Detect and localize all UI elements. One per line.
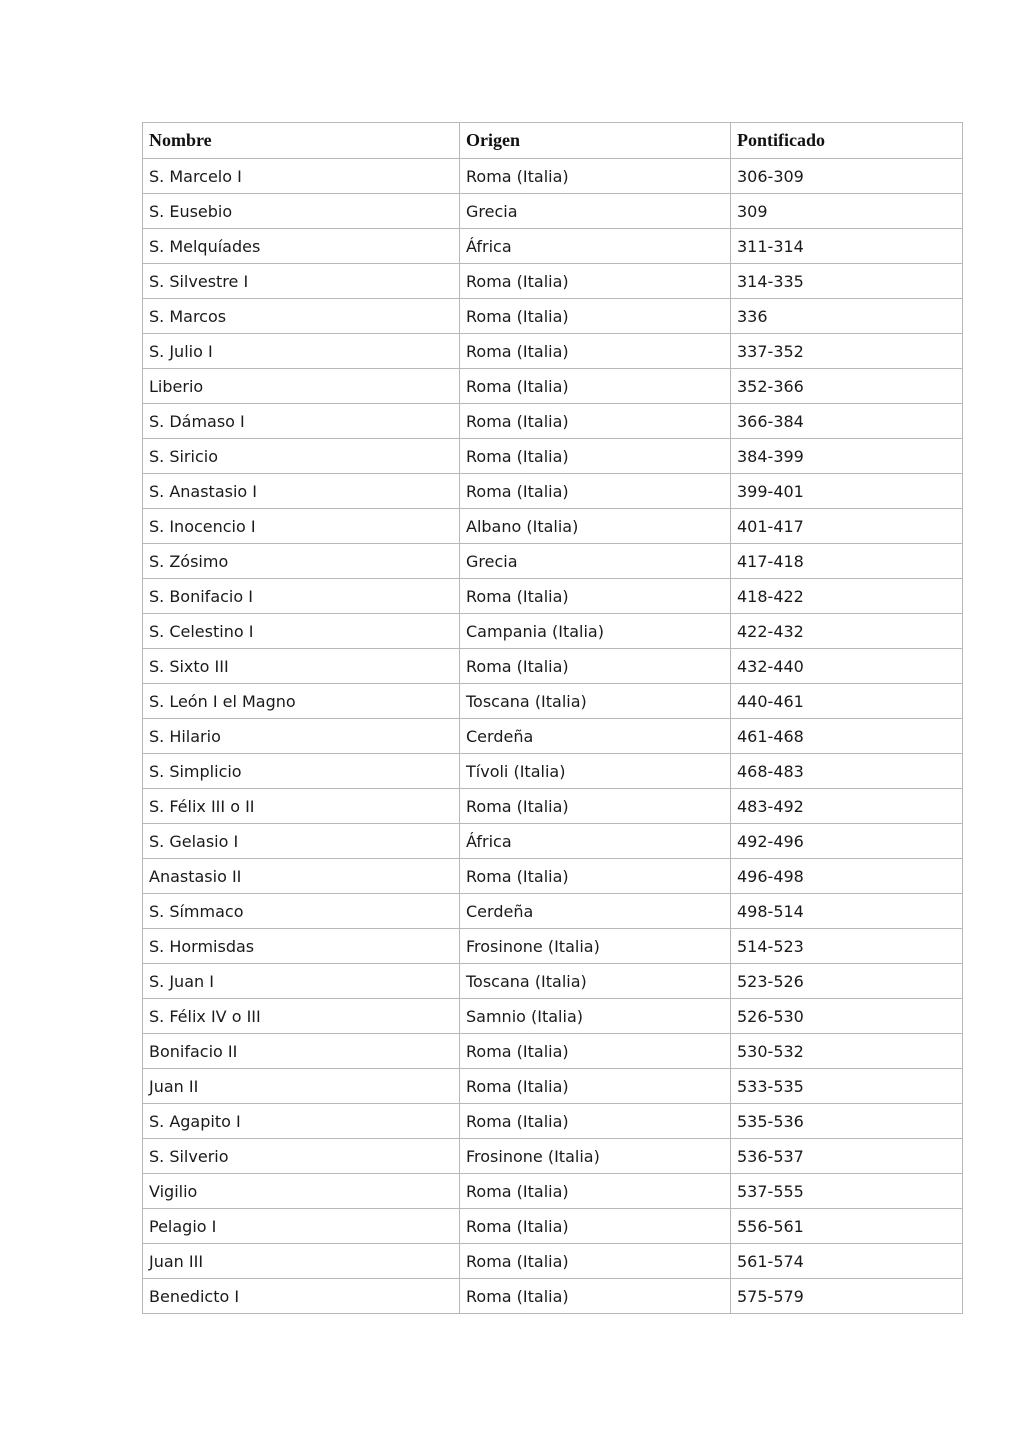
cell-nombre: S. Siricio (143, 439, 460, 474)
cell-origen: Tívoli (Italia) (460, 754, 731, 789)
header-origen: Origen (460, 123, 731, 159)
cell-origen: Frosinone (Italia) (460, 1139, 731, 1174)
cell-nombre: S. Sixto III (143, 649, 460, 684)
table-row (143, 754, 963, 789)
cell-pontificado: 498-514 (731, 894, 963, 929)
table-row (143, 789, 963, 824)
cell-origen: Roma (Italia) (460, 649, 731, 684)
cell-nombre: Pelagio I (143, 1209, 460, 1244)
cell-nombre: Bonifacio II (143, 1034, 460, 1069)
cell-nombre: S. Marcos (143, 299, 460, 334)
cell-pontificado: 314-335 (731, 264, 963, 299)
cell-pontificado: 418-422 (731, 579, 963, 614)
cell-nombre: S. Inocencio I (143, 509, 460, 544)
table-row (143, 404, 963, 439)
cell-nombre: S. Eusebio (143, 194, 460, 229)
cell-nombre: Juan II (143, 1069, 460, 1104)
table-row (143, 229, 963, 264)
table-row (143, 439, 963, 474)
cell-origen: Roma (Italia) (460, 1244, 731, 1279)
table-row (143, 474, 963, 509)
cell-pontificado: 309 (731, 194, 963, 229)
cell-pontificado: 556-561 (731, 1209, 963, 1244)
table-row (143, 1244, 963, 1279)
cell-origen: Roma (Italia) (460, 404, 731, 439)
cell-origen: Roma (Italia) (460, 1209, 731, 1244)
cell-origen: Roma (Italia) (460, 474, 731, 509)
cell-pontificado: 523-526 (731, 964, 963, 999)
cell-nombre: S. Símmaco (143, 894, 460, 929)
table-row (143, 719, 963, 754)
cell-pontificado: 468-483 (731, 754, 963, 789)
cell-origen: Frosinone (Italia) (460, 929, 731, 964)
cell-origen: Roma (Italia) (460, 369, 731, 404)
table-row (143, 684, 963, 719)
cell-pontificado: 384-399 (731, 439, 963, 474)
table-row (143, 544, 963, 579)
cell-origen: Campania (Italia) (460, 614, 731, 649)
table-row (143, 579, 963, 614)
table-row (143, 369, 963, 404)
cell-origen: Roma (Italia) (460, 159, 731, 194)
table-row (143, 299, 963, 334)
cell-pontificado: 483-492 (731, 789, 963, 824)
table-row (143, 1034, 963, 1069)
header-pontificado: Pontificado (731, 123, 963, 159)
cell-pontificado: 561-574 (731, 1244, 963, 1279)
cell-pontificado: 422-432 (731, 614, 963, 649)
table-row (143, 159, 963, 194)
table-row (143, 649, 963, 684)
cell-nombre: S. Félix III o II (143, 789, 460, 824)
cell-pontificado: 536-537 (731, 1139, 963, 1174)
cell-origen: Cerdeña (460, 894, 731, 929)
cell-nombre: S. Bonifacio I (143, 579, 460, 614)
cell-pontificado: 399-401 (731, 474, 963, 509)
cell-origen: Roma (Italia) (460, 439, 731, 474)
cell-origen: Samnio (Italia) (460, 999, 731, 1034)
table-row (143, 1139, 963, 1174)
cell-origen: Roma (Italia) (460, 789, 731, 824)
table-row (143, 509, 963, 544)
cell-origen: Roma (Italia) (460, 1279, 731, 1314)
table-row (143, 824, 963, 859)
cell-origen: Roma (Italia) (460, 859, 731, 894)
table-row (143, 334, 963, 369)
cell-pontificado: 461-468 (731, 719, 963, 754)
popes-table (142, 122, 963, 1314)
cell-nombre: S. Juan I (143, 964, 460, 999)
cell-pontificado: 575-579 (731, 1279, 963, 1314)
cell-pontificado: 526-530 (731, 999, 963, 1034)
table-row (143, 264, 963, 299)
cell-origen: África (460, 824, 731, 859)
cell-nombre: Juan III (143, 1244, 460, 1279)
cell-pontificado: 440-461 (731, 684, 963, 719)
table-row (143, 929, 963, 964)
cell-pontificado: 311-314 (731, 229, 963, 264)
cell-pontificado: 514-523 (731, 929, 963, 964)
cell-origen: Roma (Italia) (460, 264, 731, 299)
cell-nombre: S. Silverio (143, 1139, 460, 1174)
table-row (143, 1174, 963, 1209)
cell-nombre: S. Simplicio (143, 754, 460, 789)
cell-origen: Cerdeña (460, 719, 731, 754)
cell-origen: Roma (Italia) (460, 299, 731, 334)
table-row (143, 1279, 963, 1314)
cell-nombre: S. Silvestre I (143, 264, 460, 299)
cell-pontificado: 337-352 (731, 334, 963, 369)
cell-nombre: S. Julio I (143, 334, 460, 369)
cell-origen: Roma (Italia) (460, 334, 731, 369)
cell-pontificado: 366-384 (731, 404, 963, 439)
cell-pontificado: 432-440 (731, 649, 963, 684)
cell-nombre: S. Zósimo (143, 544, 460, 579)
cell-pontificado: 417-418 (731, 544, 963, 579)
cell-origen: África (460, 229, 731, 264)
cell-origen: Grecia (460, 544, 731, 579)
table-row (143, 964, 963, 999)
cell-pontificado: 492-496 (731, 824, 963, 859)
cell-nombre: S. Hormisdas (143, 929, 460, 964)
header-row (143, 123, 963, 159)
table-row (143, 859, 963, 894)
cell-nombre: S. Anastasio I (143, 474, 460, 509)
cell-pontificado: 530-532 (731, 1034, 963, 1069)
cell-pontificado: 537-555 (731, 1174, 963, 1209)
cell-origen: Roma (Italia) (460, 1034, 731, 1069)
cell-pontificado: 336 (731, 299, 963, 334)
table-row (143, 194, 963, 229)
cell-origen: Albano (Italia) (460, 509, 731, 544)
cell-nombre: S. Hilario (143, 719, 460, 754)
cell-nombre: S. León I el Magno (143, 684, 460, 719)
cell-nombre: Vigilio (143, 1174, 460, 1209)
cell-origen: Roma (Italia) (460, 579, 731, 614)
table-row (143, 999, 963, 1034)
cell-origen: Roma (Italia) (460, 1174, 731, 1209)
cell-nombre: Benedicto I (143, 1279, 460, 1314)
cell-nombre: Liberio (143, 369, 460, 404)
cell-nombre: S. Gelasio I (143, 824, 460, 859)
cell-nombre: S. Marcelo I (143, 159, 460, 194)
cell-nombre: S. Celestino I (143, 614, 460, 649)
table-row (143, 1104, 963, 1139)
cell-origen: Toscana (Italia) (460, 964, 731, 999)
cell-pontificado: 401-417 (731, 509, 963, 544)
cell-pontificado: 533-535 (731, 1069, 963, 1104)
cell-origen: Grecia (460, 194, 731, 229)
table-header (143, 123, 963, 159)
cell-pontificado: 535-536 (731, 1104, 963, 1139)
cell-pontificado: 306-309 (731, 159, 963, 194)
cell-origen: Roma (Italia) (460, 1069, 731, 1104)
cell-nombre: S. Melquíades (143, 229, 460, 264)
cell-pontificado: 352-366 (731, 369, 963, 404)
cell-nombre: S. Agapito I (143, 1104, 460, 1139)
table-row (143, 894, 963, 929)
cell-nombre: Anastasio II (143, 859, 460, 894)
table-body (143, 159, 963, 1314)
cell-origen: Toscana (Italia) (460, 684, 731, 719)
table-row (143, 614, 963, 649)
header-nombre: Nombre (143, 123, 460, 159)
table-row (143, 1069, 963, 1104)
cell-pontificado: 496-498 (731, 859, 963, 894)
cell-nombre: S. Dámaso I (143, 404, 460, 439)
table-row (143, 1209, 963, 1244)
cell-origen: Roma (Italia) (460, 1104, 731, 1139)
cell-nombre: S. Félix IV o III (143, 999, 460, 1034)
